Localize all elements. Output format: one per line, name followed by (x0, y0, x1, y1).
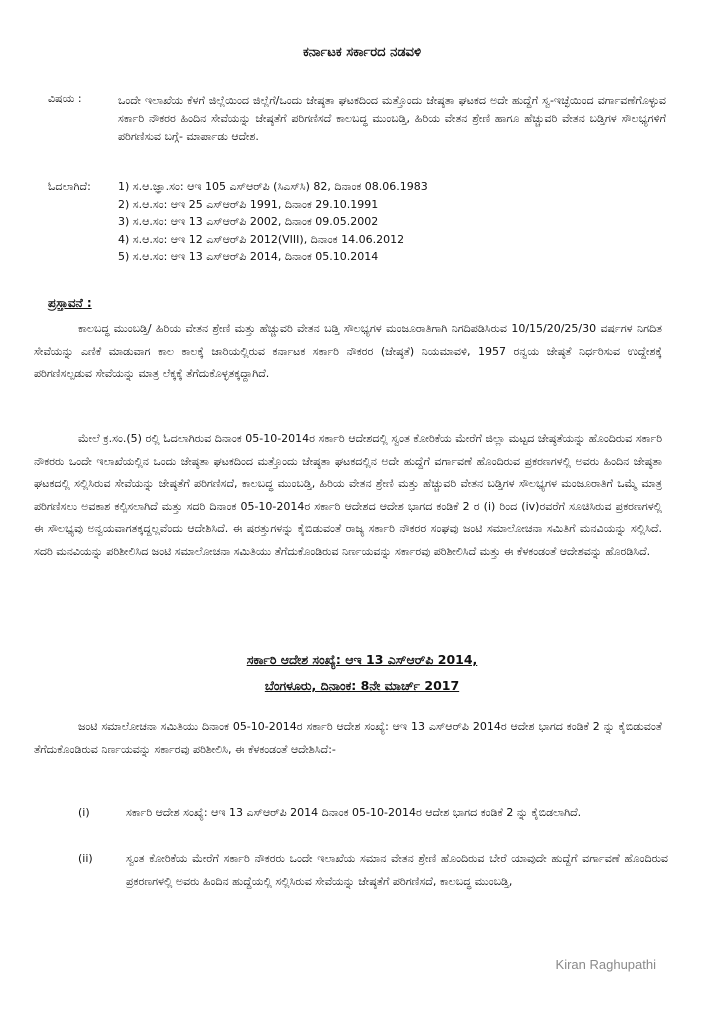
watermark: Kiran Raghupathi (555, 957, 656, 972)
order-item-text: ಸ್ವಂತ ಕೋರಿಕೆಯ ಮೇರೆಗೆ ಸರ್ಕಾರಿ ನೌಕರರು ಒಂದೇ ಇಲಾಖೆಯ ಸಮಾನ ವೇತನ ಶ್ರೇಣಿ ಹೊಂದಿರುವ ಬೇರೆ ಯಾವುದೇ ಹುದ್ದೆಗೆ ವರ್ಗಾವಣೆ ಹೊಂದಿರುವ ಪ್ರಕರಣಗಳಲ್ಲಿ ಅವರು ಹಿಂದಿನ ಹುದ್ದೆಯಲ್ಲಿ ಸಲ್ಲಿಸಿರುವ ಸೇವೆಯನ್ನು ಜೇಷ್ಠತೆಗೆ ಪರಿಗಣಿಸದೆ, ಕಾಲಬದ್ಧ ಮುಂಬಡ್ತಿ, (126, 852, 668, 888)
order-item-text: ಸರ್ಕಾರಿ ಆದೇಶ ಸಂಖ್ಯೆ: ಆಇ 13 ಎಸ್‌ಆರ್‌ಪಿ 2014 ದಿನಾಂಕ 05-10-2014ರ ಆದೇಶ ಭಾಗದ ಕಂಡಿಕೆ 2 ನ್ನು ಕೈಬಿಡಲಾಗಿದೆ. (126, 806, 582, 819)
document-title: ಕರ್ನಾಟಕ ಸರ್ಕಾರದ ನಡವಳಿ (302, 45, 422, 60)
reference-item: 2) ಸ.ಆ.ಸಂ: ಆಇ 25 ಎಸ್‌ಆರ್‌ಪಿ 1991, ದಿನಾಂಕ 29.10.1991 (118, 197, 379, 211)
order-item (78, 848, 668, 893)
subject-text: ಒಂದೇ ಇಲಾಖೆಯ ಕೆಳಗೆ ಜಿಲ್ಲೆಯಿಂದ ಜಿಲ್ಲೆಗೆ/ಒಂದು ಜೇಷ್ಠತಾ ಘಟಕದಿಂದ ಮತ್ತೊಂದು ಜೇಷ್ಠತಾ ಘಟಕದ ಅದೇ ಹುದ್ದೆಗೆ ಸ್ವ-ಇಚ್ಛೆಯಿಂದ ವರ್ಗಾವಣೆಗೊಳ್ಳುವ ಸರ್ಕಾರಿ ನೌಕರರ ಹಿಂದಿನ ಸೇವೆಯನ್ನು ಜೇಷ್ಠತೆಗೆ ಪರಿಗಣಿಸದೆ ಕಾಲಬದ್ಧ ಮುಂಬಡ್ತಿ, ಹಿರಿಯ ವೇತನ ಶ್ರೇಣಿ ಹಾಗೂ ಹೆಚ್ಚುವರಿ ವೇತನ ಬಡ್ತಿಗಳ ಸೌಲಭ್ಯಗಳಿಗೆ ಪರಿಗಣಿಸುವ ಬಗ್ಗೆ- ಮಾರ್ಪಾಡು ಆದೇಶ. (118, 94, 666, 143)
reference-item: 5) ಸ.ಆ.ಸಂ: ಆಇ 13 ಎಸ್‌ಆರ್‌ಪಿ 2014, ದಿನಾಂಕ 05.10.2014 (118, 250, 379, 263)
preamble-paragraph-1: ಕಾಲಬದ್ಧ ಮುಂಬಡ್ತಿ/ ಹಿರಿಯ ವೇತನ ಶ್ರೇಣಿ ಮತ್ತು ಹೆಚ್ಚುವರಿ ವೇತನ ಬಡ್ತಿ ಸೌಲಭ್ಯಗಳ ಮಂಜೂರಾತಿಗಾಗಿ ನಿಗದಿಪಡಿಸಿರುವ 10/15/20/25/30 ವರ್ಷಗಳ ನಿಗದಿತ ಸೇವೆಯನ್ನು ಎಣಿಕೆ ಮಾಡುವಾಗ ಕಾಲ ಕಾಲಕ್ಕೆ ಜಾರಿಯಲ್ಲಿರುವ ಕರ್ನಾಟಕ ಸರ್ಕಾರಿ ನೌಕರರ (ಜೇಷ್ಠತೆ) ನಿಯಮಾವಳಿ, 1957 ರನ್ವಯ ಜೇಷ್ಠತೆ ನಿರ್ಧರಿಸುವ ಉದ್ದೇಶಕ್ಕೆ ಪರಿಗಣಿಸಲ್ಪಡುವ ಸೇವೆಯನ್ನು ಮಾತ್ರ ಲೆಕ್ಕಕ್ಕೆ ತೆಗೆದುಕೊಳ್ಳತಕ್ಕದ್ದಾಗಿದೆ. (34, 322, 662, 380)
reference-item: 4) ಸ.ಆ.ಸಂ: ಆಇ 12 ಎಸ್‌ಆರ್‌ಪಿ 2012(VIII), ದಿನಾಂಕ 14.06.2012 (118, 232, 405, 246)
preamble-paragraph-2: ಮೇಲೆ ಕ್ರ.ಸಂ.(5) ರಲ್ಲಿ ಓದಲಾಗಿರುವ ದಿನಾಂಕ 05-10-2014ರ ಸರ್ಕಾರಿ ಆದೇಶದಲ್ಲಿ ಸ್ವಂತ ಕೋರಿಕೆಯ ಮೇರೆಗೆ ಜಿಲ್ಲಾ ಮಟ್ಟದ ಜೇಷ್ಠತೆಯನ್ನು ಹೊಂದಿರುವ ಸರ್ಕಾರಿ ನೌಕರರು ಒಂದೇ ಇಲಾಖೆಯಲ್ಲಿನ ಒಂದು ಜೇಷ್ಠತಾ ಘಟಕದಿಂದ ಮತ್ತೊಂದು ಜೇಷ್ಠತಾ ಘಟಕದಲ್ಲಿನ ಅದೇ ಹುದ್ದೆಗೆ ವರ್ಗಾವಣೆ ಹೊಂದಿರುವ ಪ್ರಕರಣಗಳಲ್ಲಿ ಅವರು ಹಿಂದಿನ ಜೇಷ್ಠತಾ ಘಟಕದಲ್ಲಿ ಸಲ್ಲಿಸಿರುವ ಸೇವೆಯನ್ನು ಜೇಷ್ಠತೆಗೆ ಪರಿಗಣಿಸದೆ, ಕಾಲಬದ್ಧ ಮುಂಬಡ್ತಿ, ಹಿರಿಯ ವೇತನ ಶ್ರೇಣಿ ಮತ್ತು ಹೆಚ್ಚುವರಿ ವೇತನ ಬಡ್ತಿಗಳ ಸೌಲಭ್ಯಗಳ ಮಂಜೂರಾತಿಗೆ ಒಮ್ಮೆ ಮಾತ್ರ ಪರಿಗಣಿಸಲು ಅವಕಾಶ ಕಲ್ಪಿಸಲಾಗಿದೆ ಮತ್ತು ಸದರಿ ದಿನಾಂಕ 05-10-2014ರ ಸರ್ಕಾರಿ ಆದೇಶದ ಆದೇಶ ಭಾಗದ ಕಂಡಿಕೆ 2 ರ (i) ರಿಂದ (iv)ರವರೆಗೆ ಸೂಚಿಸಿರುವ ಪ್ರಕರಣಗಳಲ್ಲಿ ಈ ಸೌಲಭ್ಯವು ಅನ್ವಯವಾಗತಕ್ಕದ್ದಲ್ಲವೆಂದು ಆದೇಶಿಸಿದೆ. ಈ ಷರತ್ತುಗಳನ್ನು ಕೈಬಿಡುವಂತೆ ರಾಜ್ಯ ಸರ್ಕಾರಿ ನೌಕರರ ಸಂಘವು ಜಂಟಿ ಸಮಾಲೋಚನಾ ಸಮಿತಿಗೆ ಮನವಿಯನ್ನು ಸಲ್ಲಿಸಿದೆ. ಸದರಿ ಮನವಿಯನ್ನು ಪರಿಶೀಲಿಸಿದ ಜಂಟಿ ಸಮಾಲೋಚನಾ ಸಮಿತಿಯು ತೆಗೆದುಕೊಂಡಿರುವ ನಿರ್ಣಯವನ್ನು ಸರ್ಕಾರವು ಪರಿಶೀಲಿಸಿದೆ ಮತ್ತು ಈ ಕೆಳಕಂಡಂತೆ ಆದೇಶವನ್ನು ಹೊರಡಿಸಿದೆ. (34, 432, 662, 558)
order-date-heading: ಬೆಂಗಳೂರು, ದಿನಾಂಕ: 8ನೇ ಮಾರ್ಚ್ 2017 (264, 678, 460, 693)
order-intro-paragraph: ಜಂಟಿ ಸಮಾಲೋಚನಾ ಸಮಿತಿಯು ದಿನಾಂಕ 05-10-2014ರ ಸರ್ಕಾರಿ ಆದೇಶ ಸಂಖ್ಯೆ: ಆಇ 13 ಎಸ್‌ಆರ್‌ಪಿ 2014ರ ಆದೇಶ ಭಾಗದ ಕಂಡಿಕೆ 2 ನ್ನು ಕೈಬಿಡುವಂತೆ ತೆಗೆದುಕೊಂಡಿರುವ ನಿರ್ಣಯವನ್ನು ಸರ್ಕಾರವು ಪರಿಶೀಲಿಸಿ, ಈ ಕೆಳಕಂಡಂತೆ ಆದೇಶಿಸಿದೆ:- (34, 720, 662, 756)
order-item-number: (ii) (78, 852, 93, 865)
order-item (78, 802, 668, 825)
order-number-heading: ಸರ್ಕಾರಿ ಆದೇಶ ಸಂಖ್ಯೆ: ಆಇ 13 ಎಸ್‌ಆರ್‌ಪಿ 2014, (246, 652, 478, 667)
order-item-number: (i) (78, 806, 90, 819)
subject-label: ವಿಷಯ : (48, 92, 82, 105)
preamble-heading: ಪ್ರಸ್ತಾವನೆ : (48, 296, 92, 310)
reference-item: 1) ಸ.ಆ.ಜ್ಞಾ.ಸಂ: ಆಇ 105 ಎಸ್‌ಆರ್‌ಪಿ (ಸಿಎಸ್‌ಸಿ) 82, ದಿನಾಂಕ 08.06.1983 (118, 180, 428, 193)
references-label: ಓದಲಾಗಿದೆ: (48, 180, 91, 193)
reference-item: 3) ಸ.ಆ.ಸಂ: ಆಇ 13 ಎಸ್‌ಆರ್‌ಪಿ 2002, ದಿನಾಂಕ 09.05.2002 (118, 215, 379, 228)
references-list (118, 180, 428, 268)
